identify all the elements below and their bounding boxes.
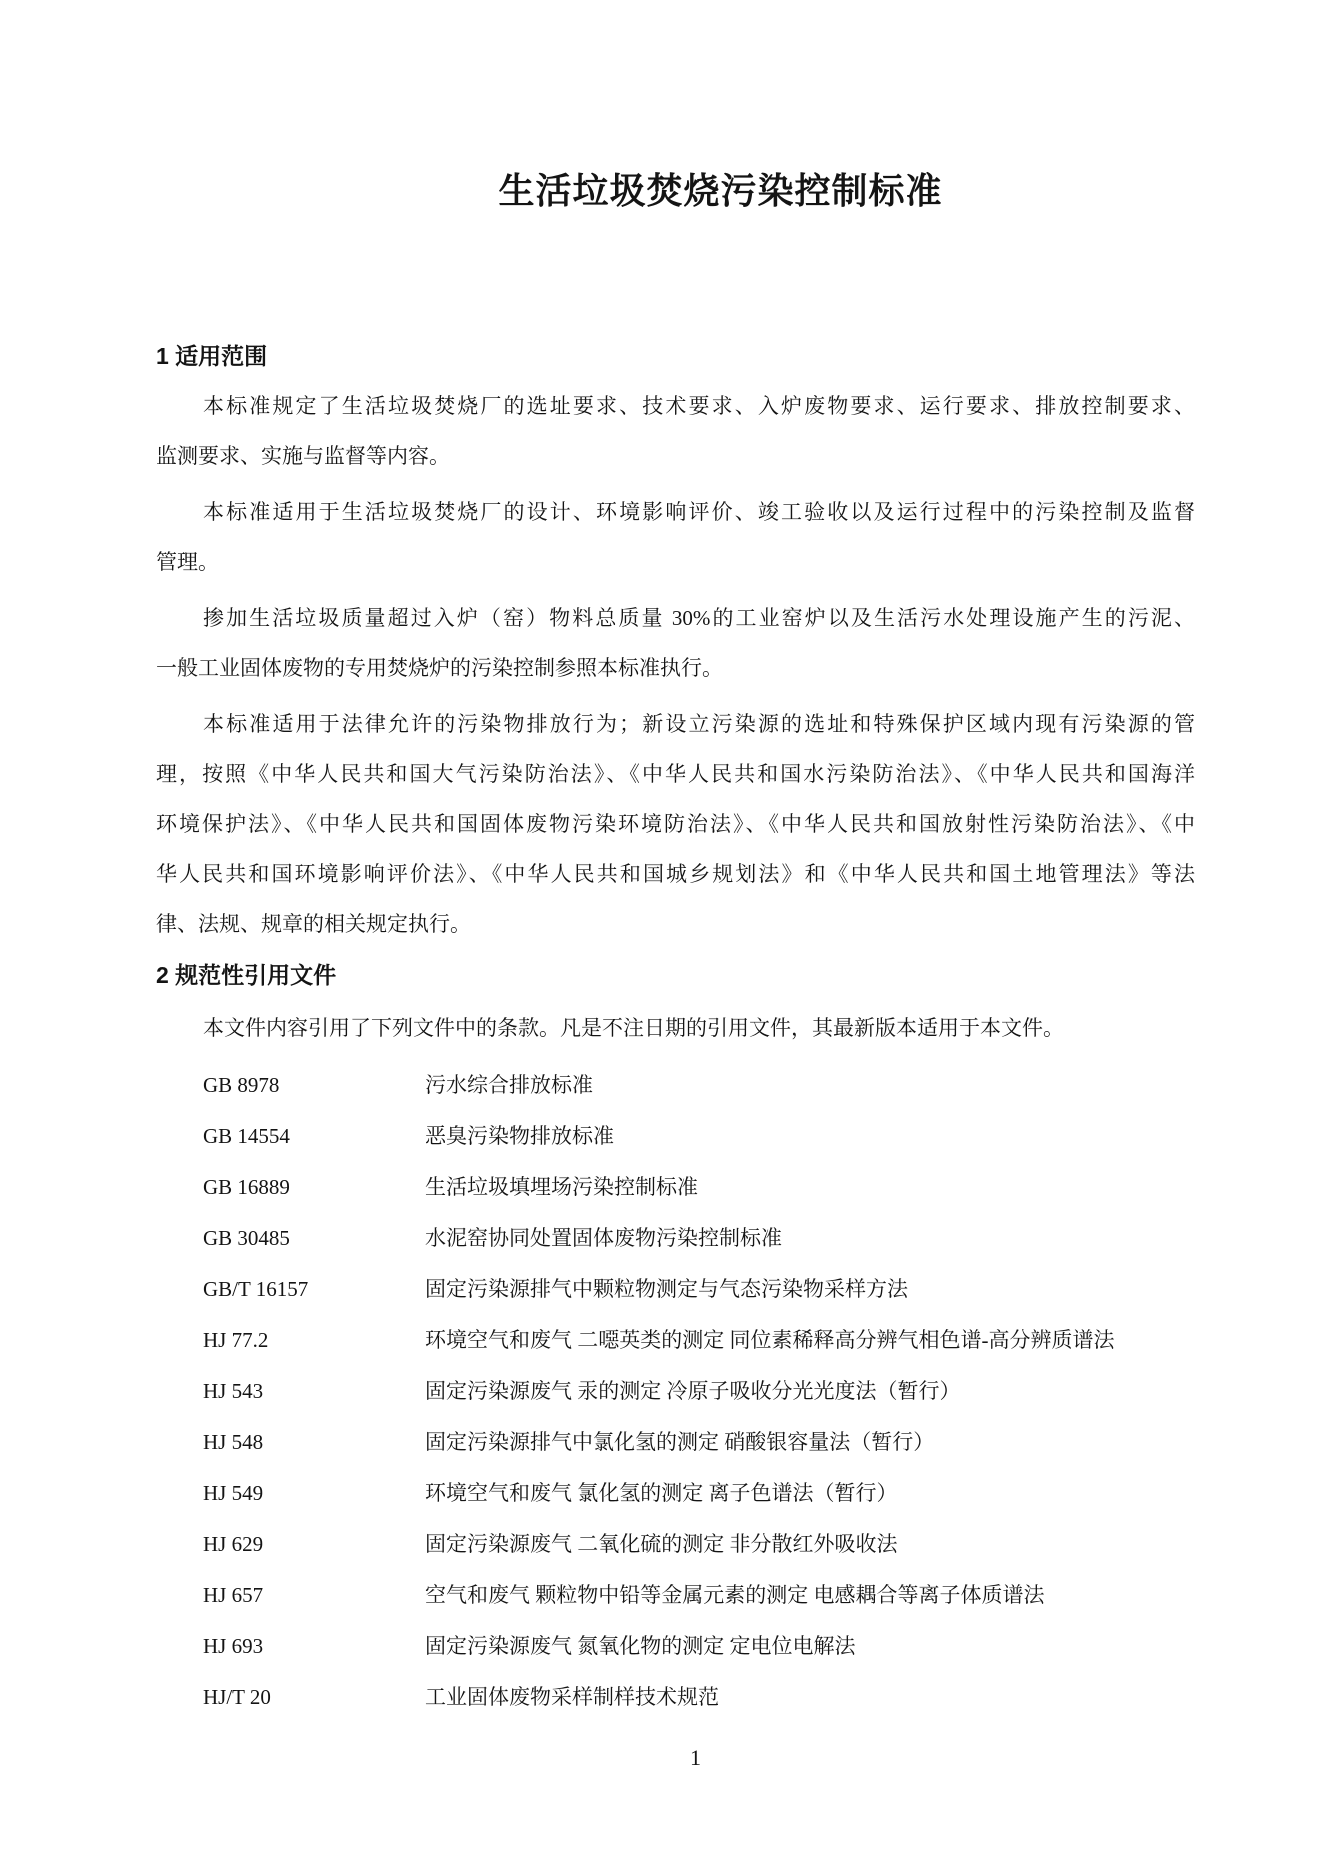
reference-title: 固定污染源废气 氮氧化物的测定 定电位电解法 [425, 1634, 856, 1658]
reference-code: HJ 77.2 [203, 1328, 269, 1352]
reference-row [156, 1213, 1195, 1264]
paragraph-line: 理，按照《中华人民共和国大气污染防治法》、《中华人民共和国水污染防治法》、《中华人民共和国海洋 [156, 762, 1195, 786]
paragraph [156, 487, 1195, 587]
reference-code: HJ/T 20 [203, 1685, 271, 1709]
paragraph-line: 监测要求、实施与监督等内容。 [156, 444, 450, 468]
reference-title: 生活垃圾填埋场污染控制标准 [425, 1175, 698, 1199]
reference-title: 污水综合排放标准 [425, 1073, 593, 1097]
reference-row [156, 1366, 1195, 1417]
page-number: 1 [690, 1745, 701, 1770]
reference-row [156, 1264, 1195, 1315]
paragraph-line: 本标准适用于法律允许的污染物排放行为；新设立污染源的选址和特殊保护区域内现有污染源的管 [203, 712, 1195, 736]
reference-code: GB/T 16157 [203, 1277, 309, 1301]
paragraph-line: 掺加生活垃圾质量超过入炉（窑）物料总质量 30%的工业窑炉以及生活污水处理设施产生的污泥、 [203, 606, 1195, 630]
reference-code: HJ 693 [203, 1634, 264, 1658]
reference-row [156, 1417, 1195, 1468]
document-title: 生活垃圾焚烧污染控制标准 [498, 170, 943, 211]
reference-code: GB 16889 [203, 1175, 290, 1199]
paragraph-line: 律、法规、规章的相关规定执行。 [156, 912, 471, 936]
paragraph [156, 593, 1195, 693]
reference-code: GB 14554 [203, 1124, 290, 1148]
reference-row [156, 1111, 1195, 1162]
reference-title: 固定污染源废气 二氧化硫的测定 非分散红外吸收法 [425, 1532, 898, 1556]
reference-row [156, 1570, 1195, 1621]
paragraph [156, 699, 1195, 949]
reference-title: 工业固体废物采样制样技术规范 [425, 1685, 719, 1709]
reference-title: 固定污染源排气中氯化氢的测定 硝酸银容量法（暂行） [425, 1430, 935, 1454]
paragraph-line: 一般工业固体废物的专用焚烧炉的污染控制参照本标准执行。 [156, 656, 723, 680]
paragraph-line: 环境保护法》、《中华人民共和国固体废物污染环境防治法》、《中华人民共和国放射性污染防治法》、《中 [156, 812, 1195, 836]
reference-code: HJ 629 [203, 1532, 264, 1556]
section-2-heading: 2 规范性引用文件 [156, 962, 337, 988]
reference-row [156, 1315, 1195, 1366]
section-1-heading: 1 适用范围 [156, 343, 268, 369]
reference-title: 恶臭污染物排放标准 [425, 1124, 614, 1148]
reference-row [156, 1519, 1195, 1570]
paragraph-line: 本文件内容引用了下列文件中的条款。凡是不注日期的引用文件，其最新版本适用于本文件。 [203, 1016, 1064, 1040]
paragraph-line: 华人民共和国环境影响评价法》、《中华人民共和国城乡规划法》和《中华人民共和国土地管理法》等法 [156, 862, 1195, 886]
reference-code: GB 8978 [203, 1073, 280, 1097]
reference-code: HJ 657 [203, 1583, 264, 1607]
reference-code: HJ 548 [203, 1430, 264, 1454]
paragraph [156, 1003, 1195, 1053]
reference-title: 水泥窑协同处置固体废物污染控制标准 [425, 1226, 782, 1250]
paragraph-line: 本标准适用于生活垃圾焚烧厂的设计、环境影响评价、竣工验收以及运行过程中的污染控制及监督 [203, 500, 1195, 524]
reference-code: HJ 543 [203, 1379, 264, 1403]
reference-row [156, 1672, 1195, 1723]
reference-title: 固定污染源废气 汞的测定 冷原子吸收分光光度法（暂行） [425, 1379, 961, 1403]
reference-row [156, 1621, 1195, 1672]
paragraph [156, 381, 1195, 481]
reference-list [156, 1060, 1195, 1723]
reference-code: GB 30485 [203, 1226, 290, 1250]
reference-row [156, 1162, 1195, 1213]
reference-code: HJ 549 [203, 1481, 264, 1505]
reference-title: 环境空气和废气 氯化氢的测定 离子色谱法（暂行） [425, 1481, 898, 1505]
reference-title: 空气和废气 颗粒物中铅等金属元素的测定 电感耦合等离子体质谱法 [425, 1583, 1045, 1607]
reference-row [156, 1060, 1195, 1111]
reference-row [156, 1468, 1195, 1519]
reference-title: 环境空气和废气 二噁英类的测定 同位素稀释高分辨气相色谱-高分辨质谱法 [425, 1328, 1115, 1352]
paragraph-line: 本标准规定了生活垃圾焚烧厂的选址要求、技术要求、入炉废物要求、运行要求、排放控制要求、 [203, 394, 1195, 418]
paragraph-line: 管理。 [156, 550, 219, 574]
reference-title: 固定污染源排气中颗粒物测定与气态污染物采样方法 [425, 1277, 908, 1301]
